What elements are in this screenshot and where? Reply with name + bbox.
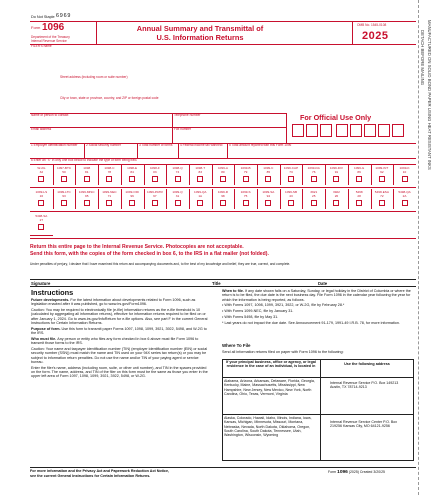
form-type-code: 50 [62, 169, 66, 174]
form-type-cell [30, 191, 53, 198]
table-row1-address: Internal Revenue Service P.O. Box 149213 Austin, TX 78714-9213 [330, 381, 399, 390]
form-type-name: 1099-CAP [283, 166, 299, 170]
form-type-checkbox[interactable] [356, 176, 362, 182]
form-type-name: 1099-INT [375, 166, 389, 170]
instruction-paragraph: Enter the filer's name, address (including room, suite, or other unit number), and TIN in the spaces provided on the form. The name, address, and TIN of the filer on this form must be the same as those you enter in the upper left area of Form 1097, 1098, 1099, 3921, 3922, 5498, or W-2G. [31, 365, 208, 379]
form-type-name: 1099-C [263, 166, 274, 170]
form-type-code: 85 [266, 169, 271, 174]
box6-label: 6 Enter an "X" in only one box below to indicate the type of form being filed. [31, 158, 138, 162]
form-type-name: 1098-F [149, 166, 160, 170]
form-type-checkbox[interactable] [265, 200, 271, 206]
grid-divider [234, 189, 235, 209]
where-to-file-intro: Send all information returns filed on paper with Form 1096 to the following: [222, 350, 344, 354]
contact-label: Name of person to contact [31, 113, 69, 117]
form-type-code: 84 [130, 169, 134, 174]
instruction-paragraph: Who must file. Any person or entity who files any form checked in box 6 above must file Form 1096 to transmit those forms to the IRS. [31, 336, 199, 346]
form-type-cell [98, 167, 121, 174]
form-type-name: 1099-PATR [146, 190, 163, 194]
filer-name-field[interactable] [31, 50, 291, 74]
form-type-name: 1099-MISC [78, 190, 95, 194]
table-head-left: If your principal business, office or agency, or legal residence in the case of an individual, is located in [226, 360, 316, 369]
form-type-code: 91 [334, 169, 339, 174]
form-type-checkbox[interactable] [84, 200, 90, 206]
form-type-code: 26 [334, 193, 339, 198]
official-use-box [336, 124, 348, 137]
grid-divider [325, 165, 326, 185]
header-divider-left [96, 21, 97, 44]
form-type-cell [280, 167, 303, 174]
do-not-staple-code: 6969 [56, 13, 72, 19]
grid-divider [393, 189, 394, 209]
form-type-name: 5498-SA [35, 214, 48, 218]
table-head-rule [222, 377, 414, 378]
form-type-code: 27 [39, 217, 44, 222]
grid-row-rule [30, 187, 416, 188]
form-type-cell [325, 191, 348, 198]
grid-divider [121, 165, 122, 185]
signature-field[interactable] [30, 268, 416, 278]
form-type-code: 78 [107, 169, 112, 174]
form-type-checkbox[interactable] [106, 200, 112, 206]
table-row2-states: Alaska, Colorado, Hawaii, Idaho, Illinois, Indiana, Iowa, Kansas, Michigan, Minnesota, Missouri, Montana, Nebraska, Nevada, North Dakota, Oklahoma, Oregon, South Carolina, South Dakota, Tennessee, Utah, Washington, Wisconsin, Wyoming [224, 416, 312, 438]
contact-top-rule [30, 113, 286, 114]
form-type-cell [30, 167, 53, 174]
grid-divider [75, 189, 76, 209]
instructions-heading: Instructions [31, 288, 74, 297]
form-type-cell [371, 167, 394, 174]
form-type-name: 1099-SA [262, 190, 275, 194]
footer-form-ref [328, 470, 385, 475]
instruction-paragraph: Caution: Your name and taxpayer identification number (TIN) (employer identification number (EIN) or social security number (SSN)) must match the name and TIN used on your 94X series tax return(s) or you may be subject to information return penalties. Do not use the name and/or TIN of your paying agent or service bureau. [31, 346, 208, 364]
form-type-checkbox[interactable] [356, 200, 362, 206]
box6-rule [30, 164, 416, 165]
title-label: Title [212, 281, 221, 286]
instructions-left-column [31, 298, 211, 380]
footer-notice-line2: see the current General Instructions for Certain Information Returns. [30, 474, 151, 478]
grid-divider [325, 189, 326, 209]
form-type-code: 1A [198, 193, 203, 198]
box2-ssn-label: 2 Social security number [86, 143, 121, 147]
email-top-rule [30, 127, 286, 128]
form-type-cell [121, 167, 144, 174]
table-head-right: Use the following address [344, 362, 390, 366]
form-type-name: 1099-OID [125, 190, 139, 194]
grid-divider [98, 189, 99, 209]
form-type-cell [53, 167, 76, 174]
form-type-checkbox[interactable] [379, 176, 385, 182]
form-type-checkbox[interactable] [38, 224, 44, 230]
grid-divider [189, 165, 190, 185]
form-type-name: 1099-A [217, 166, 228, 170]
form-type-name: 5498-ESA [374, 190, 389, 194]
form-number: 1096 [42, 22, 65, 33]
date-label: Date [318, 281, 328, 286]
signature-rule [30, 279, 416, 280]
box2-ssn-field[interactable] [86, 149, 136, 157]
form-title-line1: Annual Summary and Transmittal of [136, 24, 264, 33]
phone-label: Telephone number [174, 113, 201, 117]
form-type-name: 1099-R [217, 190, 229, 194]
form-type-name: 1099-LS [35, 190, 48, 194]
form-type-code: 31 [175, 193, 180, 198]
form-type-checkbox[interactable] [220, 176, 226, 182]
form-type-cell [144, 191, 167, 198]
grid-divider [212, 165, 213, 185]
form-type-checkbox[interactable] [129, 200, 135, 206]
form-type-name: 1099-S [240, 190, 251, 194]
return-top-rule [30, 238, 416, 239]
fax-field[interactable] [174, 132, 284, 141]
table-row1-states: Alabama, Arizona, Arkansas, Delaware, Florida, Georgia, Kentucky, Maine, Massachusetts, Mississippi, New Hampshire, New Jersey, New Mexico, New York, North Carolina, Ohio, Texas, Vermont, Virginia [224, 379, 315, 396]
detach-text: DETACH BEFORE MAILING [420, 30, 425, 86]
form-type-checkbox[interactable] [243, 176, 249, 182]
form-type-code: 25 [312, 193, 316, 198]
contact-divider [172, 113, 173, 143]
form-type-cell [348, 167, 371, 174]
form-type-name: 1098-T [195, 166, 206, 170]
street-field[interactable] [31, 80, 291, 94]
official-use-box [306, 124, 318, 137]
perjury-statement: Under penalties of perjury, I declare that I have examined this return and accompanying documents and, to the best of my knowledge and belief, they are true, correct, and complete. [30, 262, 291, 266]
form-type-cell [98, 191, 121, 198]
form-type-cell [393, 191, 416, 198]
form-type-code: 97 [153, 193, 157, 198]
street-label: Street address (including room or suite number) [60, 75, 128, 79]
box5-amount-field[interactable] [229, 149, 415, 157]
form-type-code: 98 [221, 193, 225, 198]
form-type-cell [212, 167, 235, 174]
form-type-checkbox[interactable] [175, 200, 181, 206]
form-type-name: 1099-B [240, 166, 251, 170]
form-type-code: 81 [85, 169, 89, 174]
instruction-paragraph: • With Forms 5498, file by May 31. [222, 314, 279, 319]
official-use-box [350, 124, 362, 137]
form-type-code: 95 [85, 193, 89, 198]
form-type-code: 94 [266, 193, 271, 198]
form-type-cell [30, 215, 53, 222]
table-row2-address: Internal Revenue Service Center P.O. Box 219256 Kansas City, MO 64121-9256 [330, 420, 398, 429]
dept-line2: Internal Revenue Service [31, 39, 67, 43]
instruction-paragraph: • With Forms 1097, 1098, 1099, 3921, 3922, or W-2G, file by February 28.* [222, 303, 345, 308]
form-type-code: 74 [175, 169, 180, 174]
form-type-checkbox[interactable] [197, 200, 203, 206]
form-type-cell [166, 167, 189, 174]
grid-divider [371, 165, 372, 185]
form-type-cell [393, 167, 416, 174]
form-type-name: 1097-BTC [56, 166, 72, 170]
box5-amount-label: 5 Total amount reported with this Form 1096 [229, 143, 292, 147]
side-strip [419, 0, 435, 495]
form-type-cell [371, 191, 394, 198]
grid-divider [144, 189, 145, 209]
form-type-name: 1098-Q [172, 166, 183, 170]
header-top-rule [30, 21, 416, 22]
form-type-code: 16 [39, 193, 44, 198]
manufacturer-note: MANUFACTURED ON SOLID BOND PAPER USING HEAT RESISTANT INKS [427, 20, 432, 170]
return-line1: Return this entire page to the Internal Revenue Service. Photocopies are not acceptable. [30, 244, 244, 250]
official-use-box [320, 124, 332, 137]
grid-divider [234, 165, 235, 185]
where-to-file-heading: Where To File [222, 343, 251, 348]
form-type-code: 92 [380, 169, 384, 174]
form-type-cell [257, 191, 280, 198]
official-use-box [392, 124, 404, 137]
grid-divider [302, 165, 303, 185]
instruction-paragraph: Caution: You may be required to electronically file (e-file) information returns as the e-file threshold is 10 (calculated by aggregating all information returns), effective for information returns required to be filed on or after January 1, 2024. Go to www.irs.gov/InfoReturn for e-file options. Also, see part F in the current General Instructions for Certain Information Returns. [31, 308, 208, 325]
city-label: City or town, state or province, country, and ZIP or foreign postal code [60, 96, 159, 100]
form-type-code: 28 [357, 193, 361, 198]
box4-withheld-field[interactable] [180, 149, 226, 157]
table-row-rule [222, 414, 414, 415]
email-label: Email address [31, 127, 52, 131]
box1-divider [84, 143, 85, 158]
form-type-code: 96 [130, 193, 134, 198]
form-type-code: 2A [402, 193, 407, 198]
form-type-checkbox[interactable] [311, 200, 317, 206]
form-type-checkbox[interactable] [106, 176, 112, 182]
form-type-name: W-2G [37, 166, 46, 170]
form-type-cell [325, 167, 348, 174]
tax-year: 2025 [362, 30, 389, 42]
official-divider [286, 113, 287, 143]
instructions-right-column [222, 289, 414, 327]
grid-divider [121, 189, 122, 209]
instructions-top-rule [30, 286, 416, 287]
form-type-cell [189, 191, 212, 198]
form-type-code: 73 [289, 169, 293, 174]
footer-form-suffix: (2025) Created 3/20/25 [348, 470, 386, 474]
grid-divider [280, 189, 281, 209]
grid-row-rule [30, 211, 416, 212]
form-type-checkbox[interactable] [402, 176, 408, 182]
grid-divider [166, 189, 167, 209]
grid-divider [257, 189, 258, 209]
form-type-name: 5498 [355, 190, 363, 194]
form-type-name: 1098 [83, 166, 91, 170]
instruction-paragraph: Purpose of form. Use this form to transmit paper Forms 1097, 1098, 1099, 3921, 3922, 5498, and W-2G to the IRS. [31, 326, 207, 336]
dept-line1: Department of the Treasury [31, 35, 70, 39]
fax-label: Fax number [174, 127, 192, 131]
form-type-code: 75 [243, 193, 248, 198]
box3-divider [178, 143, 179, 158]
form-type-name: 1099-K [399, 166, 410, 170]
form-type-code: 76 [312, 169, 316, 174]
grid-divider [257, 165, 258, 185]
grid-divider [348, 165, 349, 185]
instruction-paragraph: • With Forms 1099-NEC, file by January 31. [222, 309, 294, 314]
form-type-code: 72 [380, 193, 384, 198]
form-type-checkbox[interactable] [288, 176, 294, 182]
form-type-checkbox[interactable] [197, 176, 203, 182]
grid-divider [189, 189, 190, 209]
box3-total-forms-label: 3 Total number of forms [139, 143, 173, 147]
box4-withheld-label: 4 Federal income tax withheld [180, 143, 223, 147]
grid-divider [98, 165, 99, 185]
form-type-cell [75, 167, 98, 174]
form-type-checkbox[interactable] [129, 176, 135, 182]
form-type-name: 1099-LTC [57, 190, 71, 194]
form-type-name: 5498-QA [398, 190, 411, 194]
grid-divider [302, 189, 303, 209]
header-divider-right [352, 21, 353, 44]
footer-form-number: 1096 [337, 470, 348, 475]
contact-field[interactable] [31, 118, 171, 126]
form-type-cell [189, 167, 212, 174]
form-type-code: 80 [221, 169, 225, 174]
form-type-code: 43 [289, 193, 293, 198]
official-use-box [364, 124, 376, 137]
form-type-name: 1099-G [353, 166, 365, 170]
form-type-cell [166, 191, 189, 198]
form-type-checkbox[interactable] [152, 200, 158, 206]
form-title-line2: U.S. Information Returns [156, 33, 244, 42]
grid-divider [212, 189, 213, 209]
form-type-code: 93 [62, 193, 66, 198]
form-type-name: 1099-DIV [329, 166, 343, 170]
form-type-checkbox[interactable] [265, 176, 271, 182]
grid-divider [75, 165, 76, 185]
official-use-label: For Official Use Only [300, 113, 372, 122]
form-type-name: 1099-NEC [102, 190, 117, 194]
form-type-checkbox[interactable] [38, 200, 44, 206]
form-type-cell [280, 191, 303, 198]
box1-ein-label: 1 Employer identification number [31, 143, 78, 147]
form-type-cell [302, 167, 325, 174]
form-type-checkbox[interactable] [333, 200, 339, 206]
form-type-cell [53, 191, 76, 198]
grid-divider [393, 165, 394, 185]
grid-divider [53, 189, 54, 209]
grid-divider [53, 165, 54, 185]
form-type-code: 83 [198, 169, 202, 174]
instruction-paragraph: * Last years do not impact the due date. See Announcement 91-179, 1991-49 I.R.B. 78, for more information. [222, 320, 400, 325]
form-type-name: 1099-QA [194, 190, 207, 194]
grid-divider [144, 165, 145, 185]
form-type-cell [212, 191, 235, 198]
grid-divider [348, 189, 349, 209]
form-type-checkbox[interactable] [175, 176, 181, 182]
form-type-name: 1099-DA [307, 166, 320, 170]
grid-divider [371, 189, 372, 209]
do-not-staple-label: Do Not Staple [31, 15, 55, 19]
form-type-checkbox[interactable] [311, 176, 317, 182]
form-type-name: 1099-Q [172, 190, 183, 194]
where-to-file-table [222, 359, 414, 461]
form-type-name: 3922 [332, 190, 340, 194]
form-type-code: 10 [402, 169, 407, 174]
form-type-code: 32 [39, 169, 44, 174]
form-label: Form [31, 25, 41, 30]
form-type-checkbox[interactable] [379, 200, 385, 206]
grid-row-rule [30, 235, 53, 236]
form-type-checkbox[interactable] [402, 200, 408, 206]
form-type-checkbox[interactable] [38, 176, 44, 182]
form-type-code: 79 [243, 169, 248, 174]
grid-divider [280, 165, 281, 185]
form-type-checkbox[interactable] [61, 176, 67, 182]
form-type-name: 1099-SB [285, 190, 298, 194]
form-type-name: 1098-C [104, 166, 115, 170]
table-divider [320, 359, 321, 461]
box3-total-forms-field[interactable] [139, 149, 177, 157]
form-type-checkbox[interactable] [61, 200, 67, 206]
form-type-checkbox[interactable] [84, 176, 90, 182]
form-type-cell [144, 167, 167, 174]
form-type-cell [121, 191, 144, 198]
form-type-code: 03 [153, 169, 157, 174]
form-type-checkbox[interactable] [152, 176, 158, 182]
omb-number: OMB No. 1545-0108 [357, 23, 387, 27]
footer-form-prefix: Form [328, 470, 337, 474]
filer-name-label: FILER'S name [31, 44, 52, 48]
footer-rule [30, 467, 416, 468]
footer-notice-line1: For more information and the Privacy Act and Paperwork Reduction Act Notice, [30, 469, 170, 473]
return-line2: Send this form, with the copies of the form checked in box 6, to the IRS in a flat mailer (not folded). [30, 251, 269, 257]
form-type-cell [302, 191, 325, 198]
form-type-cell [257, 167, 280, 174]
city-field[interactable] [31, 101, 291, 113]
signature-label: Signature [31, 281, 51, 286]
form-type-cell [234, 167, 257, 174]
form-type-code: 86 [357, 169, 361, 174]
box2-divider [137, 143, 138, 158]
box4-divider [227, 143, 228, 158]
email-field[interactable] [31, 132, 171, 141]
form-type-checkbox[interactable] [243, 200, 249, 206]
form-type-checkbox[interactable] [220, 200, 226, 206]
instruction-paragraph: When to file. If any date shown falls on a Saturday, Sunday, or legal holiday in the District of Columbia or where the return is to be filed, the due date is the next business day. File Form 1096 in the calendar year following the year for which the information is being reported, as follows. [222, 289, 411, 302]
grid-divider [166, 165, 167, 185]
form-type-cell [234, 191, 257, 198]
form-type-name: 3921 [310, 190, 318, 194]
form-type-name: 1098-E [127, 166, 138, 170]
official-use-box [378, 124, 390, 137]
form-type-cell [348, 191, 371, 198]
box1-ein-field[interactable] [31, 149, 83, 157]
form-type-code: 71 [107, 193, 112, 198]
official-use-box [292, 124, 304, 137]
phone-field[interactable] [174, 118, 284, 126]
form-type-checkbox[interactable] [288, 200, 294, 206]
instruction-paragraph: Future developments. For the latest information about developments related to Form 1096, such as legislation enacted after it was published, go to www.irs.gov/Form1096. [31, 298, 196, 307]
form-type-cell [75, 191, 98, 198]
form-type-checkbox[interactable] [333, 176, 339, 182]
